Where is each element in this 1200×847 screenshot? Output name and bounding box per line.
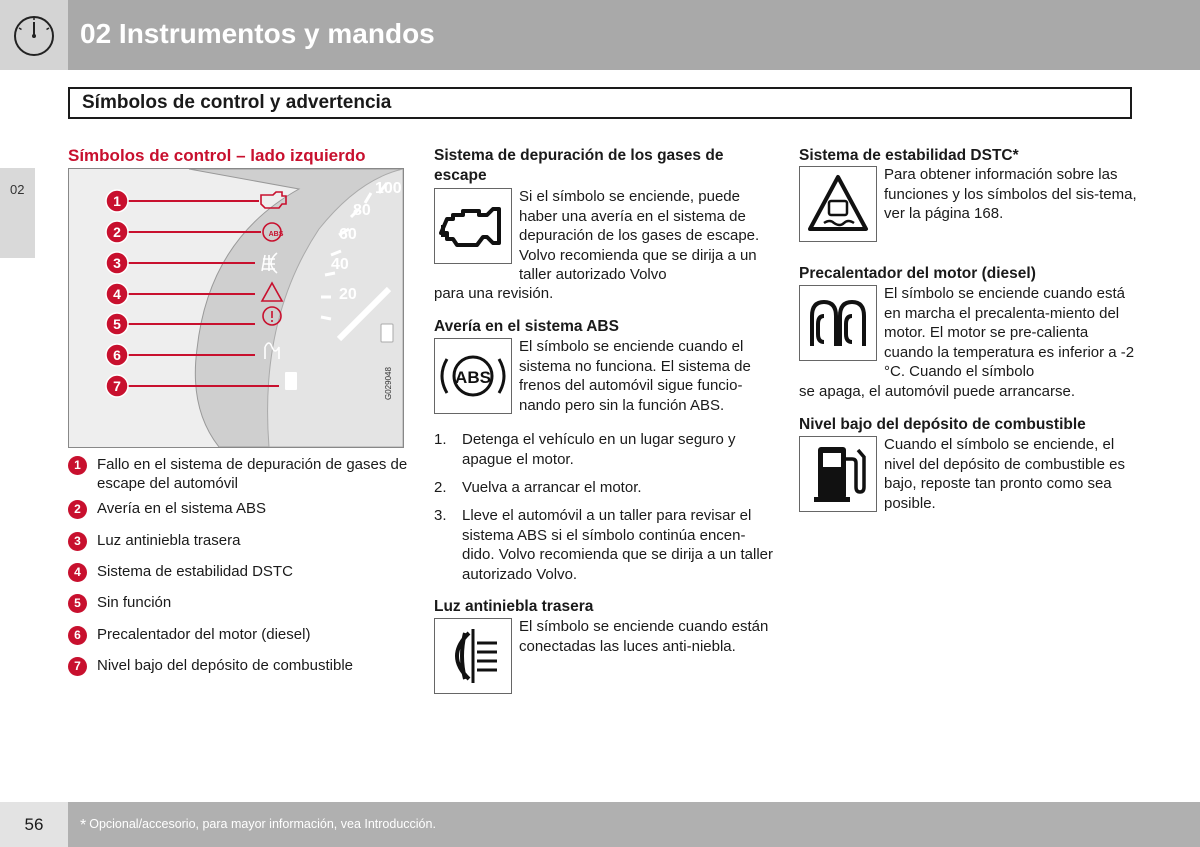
abs-step-text-1: Detenga el vehículo en un lugar seguro y apague el motor.: [462, 431, 736, 468]
instrument-cluster-drawing: [69, 169, 403, 447]
legend-item-3: [68, 531, 408, 550]
skidding-car-icon: [799, 166, 877, 242]
callout-number-6: 6: [113, 347, 121, 363]
legend-number-2: 2: [68, 500, 87, 519]
section-title: Símbolos de control y advertencia: [82, 92, 392, 113]
legend-text-4: Sistema de estabilidad DSTC: [97, 563, 293, 580]
chapter-side-tab-label: 02: [10, 182, 25, 197]
legend-text-2: Avería en el sistema ABS: [97, 500, 266, 517]
abs-step-2: [434, 478, 774, 498]
legend-text-5: Sin función: [97, 594, 172, 611]
legend-number-4: 4: [68, 563, 87, 582]
legend-item-5: [68, 593, 408, 612]
dstc-heading: Sistema de estabilidad DSTC*: [799, 147, 1019, 164]
glow-plug-icon: [799, 285, 877, 361]
speedometer-icon: [0, 0, 68, 70]
footnote: [80, 817, 436, 835]
chapter-title: 02 Instrumentos y mandos: [80, 18, 435, 49]
abs-step-text-2: Vuelva a arrancar el motor.: [462, 479, 642, 496]
gauge-label-80: 80: [353, 202, 371, 219]
left-heading: Símbolos de control – lado izquierdo: [68, 146, 366, 165]
callout-number-3: 3: [113, 255, 121, 271]
callout-number-7: 7: [113, 378, 121, 394]
legend-item-7: [68, 656, 408, 675]
abs-step-text-3: Lleve el automóvil a un taller para revisar el sistema ABS si el símbolo continúa encen-dido. Volvo recomienda que se dirija a un taller autorizado Volvo.: [462, 507, 774, 583]
cluster-abs-label: ABS: [268, 231, 284, 238]
callout-number-1: 1: [113, 193, 121, 209]
legend-text-1: Fallo en el sistema de depuración de gases de escape del automóvil: [97, 456, 408, 492]
legend-number-5: 5: [68, 594, 87, 613]
rear-fog-light-icon: [434, 618, 512, 694]
abs-icon-label: ABS: [455, 368, 491, 387]
page-number: 56: [0, 802, 68, 847]
preheater-body-tail: se apaga, el automóvil puede arrancarse.: [799, 383, 1076, 400]
fuel-pump-icon: [799, 436, 877, 512]
callout-number-5: 5: [113, 316, 121, 332]
legend-item-1: [68, 455, 408, 493]
legend-number-7: 7: [68, 657, 87, 676]
abs-step-number-2: 2.: [434, 479, 447, 496]
exhaust-body-tail: para una revisión.: [434, 285, 554, 302]
abs-heading: Avería en el sistema ABS: [434, 318, 619, 335]
footnote-text: Opcional/accesorio, para mayor información, vea Introducción.: [89, 817, 436, 831]
legend-text-7: Nivel bajo del depósito de combustible: [97, 657, 353, 674]
cluster-fuel-icon: [285, 372, 297, 390]
gauge-label-20: 20: [339, 286, 357, 303]
gauge-label-100: 100: [375, 180, 402, 197]
exhaust-heading: Sistema de depuración de los gases de escape: [434, 147, 724, 184]
abs-step-1: [434, 430, 774, 469]
abs-body: El símbolo se enciende cuando el sistema no funciona. El sistema de frenos del automóvil sigue funcio-nando pero sin la función ABS.: [519, 338, 751, 414]
abs-step-number-3: 3.: [434, 507, 447, 524]
fog-body: El símbolo se enciende cuando están conectadas las luces anti-niebla.: [519, 618, 769, 655]
fuel-body: Cuando el símbolo se enciende, el nivel del depósito de combustible es bajo, reposte tan pronto como sea posible.: [884, 436, 1125, 512]
legend-number-6: 6: [68, 626, 87, 645]
legend-number-3: 3: [68, 532, 87, 551]
instrument-cluster-figure: [68, 168, 404, 448]
header-icon-box: [0, 0, 68, 70]
fog-heading: Luz antiniebla trasera: [434, 598, 594, 615]
callout-number-4: 4: [113, 286, 121, 302]
engine-icon: [434, 188, 512, 264]
legend-text-3: Luz antiniebla trasera: [97, 532, 241, 549]
callout-number-2: 2: [113, 224, 121, 240]
legend-item-6: [68, 625, 408, 644]
abs-step-number-1: 1.: [434, 431, 447, 448]
abs-step-3: [434, 506, 774, 584]
exhaust-body: Si el símbolo se enciende, puede haber una avería en el sistema de depuración de los gases de escape. Volvo recomienda que se dirija a un taller autorizado Volvo: [519, 188, 760, 283]
legend-number-1: 1: [68, 456, 87, 475]
gauge-label-60: 60: [339, 226, 357, 243]
legend-item-2: [68, 499, 408, 518]
preheater-heading: Precalentador del motor (diesel): [799, 265, 1036, 282]
footnote-star: *: [80, 817, 87, 834]
fuel-heading: Nivel bajo del depósito de combustible: [799, 416, 1086, 433]
figure-code: G029048: [384, 367, 393, 400]
gauge-label-40: 40: [331, 256, 349, 273]
section-title-box: [68, 87, 1132, 119]
dstc-body: Para obtener información sobre las funciones y los símbolos del sis-tema, ver la página 168.: [884, 166, 1137, 222]
abs-icon: [434, 338, 512, 414]
legend-item-4: [68, 562, 408, 581]
preheater-body: El símbolo se enciende cuando está en marcha el precalenta-miento del motor. El motor se pre-calienta cuando la temperatura es inferior a -2 °C. Cuando el símbolo: [884, 285, 1135, 380]
legend-text-6: Precalentador del motor (diesel): [97, 626, 311, 643]
